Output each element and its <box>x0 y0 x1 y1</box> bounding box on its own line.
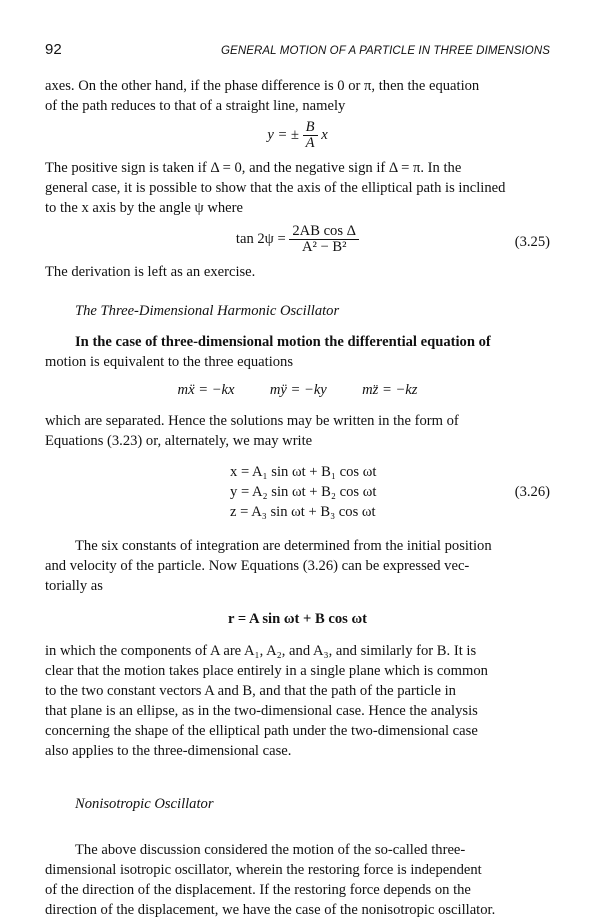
text-line: dimensional isotropic oscillator, wherein the restoring force is independent <box>45 862 482 878</box>
paragraph-3: The derivation is left as an exercise. <box>45 264 256 280</box>
eq-fraction <box>303 120 318 151</box>
text-line: general case, it is possible to show that the axis of the elliptical path is inclined <box>45 180 506 196</box>
paragraph-4 <box>45 332 550 372</box>
paragraph-7 <box>45 641 550 761</box>
eq-lhs: y = ± <box>267 126 299 143</box>
eq-z: mz̈ = −kz <box>362 382 418 398</box>
text-line: direction of the displacement, we have the case of the nonisotropic oscillator. <box>45 902 496 918</box>
text-line: to the x axis by the angle ψ where <box>45 200 243 216</box>
text-line: axes. On the other hand, if the phase difference is 0 or π, then the equation <box>45 78 480 94</box>
eq-row: x = A₁ sin ωt + B₁ cos ωt <box>230 464 377 480</box>
section-heading: The Three-Dimensional Harmonic Oscillator <box>75 303 340 319</box>
text-line: that plane is an ellipse, as in the two-dimensional case. Hence the analysis <box>45 703 478 719</box>
text-line: Equations (3.23) or, alternately, we may write <box>45 433 313 449</box>
equations-of-motion <box>45 380 550 400</box>
text-line: which are separated. Hence the solutions may be written in the form of <box>45 413 459 429</box>
eq-numerator: 2AB cos Δ <box>289 224 359 240</box>
paragraph-1 <box>45 76 550 116</box>
eq-numerator: B <box>303 120 318 136</box>
equation-3-25 <box>45 224 550 260</box>
eq-row: z = A₃ sin ωt + B₃ cos ωt <box>230 504 376 520</box>
text-line: and velocity of the particle. Now Equations (3.26) can be expressed vec- <box>45 558 470 574</box>
text-line: also applies to the three-dimensional case. <box>45 743 292 759</box>
text-line: of the path reduces to that of a straight line, namely <box>45 98 346 114</box>
page-number: 92 <box>45 41 62 58</box>
text-line: The positive sign is taken if Δ = 0, and the negative sign if Δ = π. In the <box>45 160 462 176</box>
running-head: GENERAL MOTION OF A PARTICLE IN THREE DIMENSIONS <box>221 45 550 57</box>
text-line: concerning the shape of the elliptical path under the two-dimensional case <box>45 723 478 739</box>
eq-lhs: tan 2ψ = <box>235 230 286 247</box>
eq-rhs: x <box>321 126 328 143</box>
eq-denominator: A² − B² <box>301 239 347 255</box>
equation-3-26 <box>45 462 550 522</box>
text-line: in which the components of A are A₁, A₂, and A₃, and similarly for B. It is <box>45 643 477 659</box>
equation-number: (3.25) <box>514 234 550 250</box>
section-heading: Nonisotropic Oscillator <box>75 796 214 812</box>
page-header <box>45 40 550 64</box>
text-line: torially as <box>45 578 103 594</box>
equation-vector: r = A sin ωt + B cos ωt <box>227 611 368 627</box>
paragraph-8 <box>45 840 550 920</box>
text-line: motion is equivalent to the three equations <box>45 354 294 370</box>
text-line: of the direction of the displacement. If the restoring force depends on the <box>45 882 471 898</box>
page <box>45 40 550 920</box>
equation-straight-line <box>45 120 550 156</box>
paragraph-6 <box>45 536 550 596</box>
eq-x: mẍ = −kx <box>177 382 235 398</box>
equation-number: (3.26) <box>514 484 550 500</box>
paragraph-5 <box>45 411 550 451</box>
text-line: clear that the motion takes place entirely in a single plane which is common <box>45 663 488 679</box>
text-line: The six constants of integration are determined from the initial position <box>75 538 492 554</box>
text-line: In the case of three-dimensional motion the differential equation of <box>75 334 491 350</box>
eq-denominator: A <box>305 135 315 151</box>
eq-row: y = A₂ sin ωt + B₂ cos ωt <box>230 484 377 500</box>
text-line: to the two constant vectors A and B, and that the path of the particle in <box>45 683 456 699</box>
text-line: The above discussion considered the motion of the so-called three- <box>75 842 466 858</box>
paragraph-2 <box>45 158 550 218</box>
eq-y: mÿ = −ky <box>269 382 327 398</box>
eq-fraction <box>289 224 359 255</box>
